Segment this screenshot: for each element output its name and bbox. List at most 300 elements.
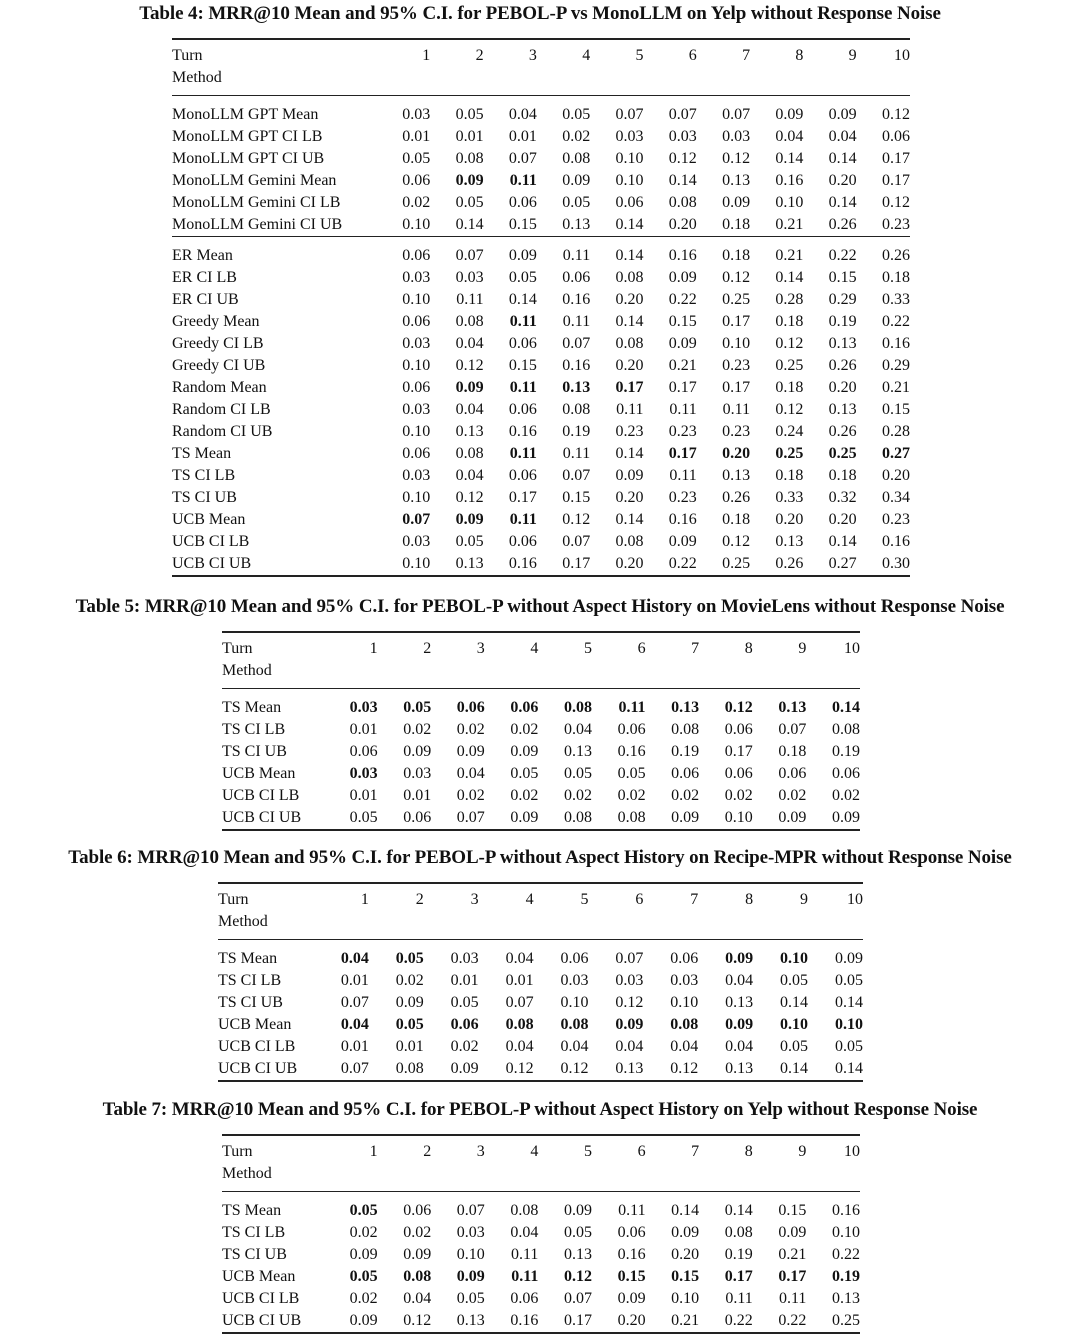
table-bottom-rule — [218, 1081, 863, 1082]
header-row-method — [218, 911, 863, 940]
table-7-caption: Table 7: MRR@10 Mean and 95% C.I. for PEBOL-P without Aspect History on Yelp without Response Noise — [102, 1099, 978, 1120]
header-row-method — [172, 67, 910, 96]
value-cell: 0.24 — [775, 423, 804, 440]
table-row — [172, 421, 910, 443]
value-cell: 0.15 — [778, 1202, 807, 1219]
value-cell: 0.15 — [508, 357, 537, 374]
value-cell: 0.11 — [778, 1290, 807, 1307]
value-cell: 0.09 — [403, 743, 432, 760]
value-cell: 0.12 — [505, 1060, 534, 1077]
turn-number-header: 10 — [806, 632, 860, 660]
value-cell: 0.23 — [882, 216, 910, 233]
value-cell: 0.01 — [402, 128, 431, 145]
method-cell: TS CI UB — [172, 489, 237, 506]
method-cell: MonoLLM Gemini CI UB — [172, 216, 343, 233]
value-cell: 0.20 — [615, 489, 644, 506]
table-4-caption: Table 4: MRR@10 Mean and 95% C.I. for PEBOL-P vs MonoLLM on Yelp without Response Noise — [139, 3, 941, 24]
value-cell: 0.10 — [832, 1224, 860, 1241]
value-cell: 0.03 — [450, 950, 479, 967]
value-cell: 0.16 — [617, 743, 646, 760]
table-row — [172, 465, 910, 487]
value-cell: 0.04 — [560, 1038, 589, 1055]
turn-number-header: 1 — [324, 632, 378, 660]
value-cell: 0.25 — [828, 445, 857, 462]
value-cell: 0.14 — [615, 247, 644, 264]
value-cell: 0.14 — [780, 1060, 809, 1077]
value-cell: 0.05 — [349, 1268, 378, 1285]
value-cell: 0.19 — [671, 743, 700, 760]
value-cell: 0.02 — [778, 787, 807, 804]
table-row — [172, 192, 910, 214]
value-cell: 0.14 — [832, 699, 860, 716]
value-cell: 0.10 — [402, 291, 431, 308]
value-cell: 0.10 — [780, 1016, 809, 1033]
value-cell: 0.04 — [725, 1038, 754, 1055]
value-cell: 0.05 — [455, 194, 484, 211]
value-cell: 0.08 — [455, 150, 484, 167]
value-cell: 0.14 — [615, 511, 644, 528]
value-cell: 0.16 — [775, 172, 804, 189]
turn-number-header: 7 — [697, 39, 750, 67]
value-cell: 0.03 — [455, 269, 484, 286]
value-cell: 0.06 — [778, 765, 807, 782]
turn-number-header: 2 — [378, 1135, 432, 1163]
value-cell: 0.10 — [402, 357, 431, 374]
method-cell: MonoLLM GPT CI LB — [172, 128, 323, 145]
turn-number-header: 9 — [753, 883, 808, 911]
value-cell: 0.05 — [835, 1038, 863, 1055]
table-row — [218, 948, 863, 970]
table-row — [222, 719, 860, 741]
table-5-caption: Table 5: MRR@10 Mean and 95% C.I. for PEBOL-P without Aspect History on MovieLens without Response Noise — [75, 596, 1005, 617]
value-cell: 0.17 — [615, 379, 644, 396]
method-cell: TS Mean — [222, 699, 282, 716]
value-cell: 0.19 — [832, 1268, 860, 1285]
turn-number-header: 2 — [369, 883, 424, 911]
value-cell: 0.12 — [722, 150, 751, 167]
turn-number-header: 7 — [643, 883, 698, 911]
value-cell: 0.17 — [722, 379, 751, 396]
value-cell: 0.08 — [403, 1268, 432, 1285]
value-cell: 0.06 — [671, 765, 700, 782]
value-cell: 0.07 — [455, 247, 484, 264]
value-cell: 0.15 — [671, 1268, 700, 1285]
table-row — [222, 1200, 860, 1222]
value-cell: 0.05 — [395, 950, 424, 967]
value-cell: 0.01 — [340, 1038, 369, 1055]
value-cell: 0.07 — [505, 994, 534, 1011]
value-cell: 0.15 — [508, 216, 537, 233]
value-cell: 0.09 — [450, 1060, 479, 1077]
value-cell: 0.07 — [340, 994, 369, 1011]
value-cell: 0.14 — [780, 994, 809, 1011]
value-cell: 0.17 — [724, 743, 753, 760]
value-cell: 0.20 — [615, 357, 644, 374]
table-row — [218, 992, 863, 1014]
value-cell: 0.26 — [828, 216, 857, 233]
value-cell: 0.06 — [508, 194, 537, 211]
turn-header: Turn — [222, 1135, 324, 1163]
value-cell: 0.13 — [671, 699, 700, 716]
value-cell: 0.02 — [349, 1290, 378, 1307]
value-cell: 0.13 — [455, 555, 484, 572]
value-cell: 0.14 — [671, 1202, 700, 1219]
value-cell: 0.05 — [563, 765, 592, 782]
value-cell: 0.06 — [402, 172, 431, 189]
turn-number-header: 4 — [485, 632, 539, 660]
value-cell: 0.12 — [882, 194, 910, 211]
value-cell: 0.25 — [722, 555, 751, 572]
value-cell: 0.17 — [778, 1268, 807, 1285]
value-cell: 0.06 — [450, 1016, 479, 1033]
value-cell: 0.13 — [725, 994, 754, 1011]
table-row — [218, 1058, 863, 1081]
value-cell: 0.16 — [668, 247, 697, 264]
value-cell: 0.07 — [615, 106, 644, 123]
value-cell: 0.06 — [510, 699, 539, 716]
value-cell: 0.09 — [668, 533, 697, 550]
value-cell: 0.08 — [668, 194, 697, 211]
method-cell: UCB CI UB — [222, 809, 302, 826]
value-cell: 0.06 — [617, 1224, 646, 1241]
value-cell: 0.05 — [450, 994, 479, 1011]
turn-number-header: 1 — [377, 39, 430, 67]
value-cell: 0.10 — [402, 216, 431, 233]
value-cell: 0.16 — [832, 1202, 860, 1219]
table-row — [222, 1310, 860, 1333]
value-cell: 0.11 — [618, 699, 646, 716]
table-row — [222, 785, 860, 807]
value-cell: 0.04 — [455, 467, 484, 484]
value-cell: 0.13 — [828, 335, 857, 352]
value-cell: 0.12 — [722, 533, 751, 550]
value-cell: 0.04 — [403, 1290, 432, 1307]
value-cell: 0.09 — [725, 950, 754, 967]
value-cell: 0.09 — [722, 194, 751, 211]
value-cell: 0.03 — [403, 765, 432, 782]
value-cell: 0.05 — [617, 765, 646, 782]
value-cell: 0.08 — [395, 1060, 424, 1077]
method-cell: Random Mean — [172, 379, 267, 396]
value-cell: 0.34 — [882, 489, 910, 506]
value-cell: 0.23 — [722, 423, 751, 440]
value-cell: 0.12 — [775, 401, 804, 418]
value-cell: 0.17 — [668, 445, 697, 462]
value-cell: 0.11 — [509, 379, 537, 396]
method-cell: MonoLLM Gemini Mean — [172, 172, 337, 189]
table-7 — [222, 1134, 860, 1334]
value-cell: 0.09 — [832, 809, 860, 826]
value-cell: 0.17 — [882, 150, 910, 167]
value-cell: 0.05 — [455, 533, 484, 550]
value-cell: 0.10 — [402, 423, 431, 440]
value-cell: 0.26 — [722, 489, 751, 506]
value-cell: 0.08 — [615, 533, 644, 550]
value-cell: 0.14 — [835, 1060, 863, 1077]
value-cell: 0.12 — [722, 269, 751, 286]
value-cell: 0.12 — [403, 1312, 432, 1329]
value-cell: 0.14 — [828, 533, 857, 550]
table-rule — [172, 237, 910, 246]
value-cell: 0.25 — [832, 1312, 860, 1329]
value-cell: 0.17 — [508, 489, 537, 506]
value-cell: 0.04 — [828, 128, 857, 145]
value-cell: 0.19 — [724, 1246, 753, 1263]
method-header: Method — [172, 69, 222, 86]
value-cell: 0.08 — [455, 445, 484, 462]
value-cell: 0.05 — [563, 1224, 592, 1241]
value-cell: 0.02 — [402, 194, 431, 211]
method-header: Method — [222, 1165, 272, 1182]
table-row — [172, 355, 910, 377]
value-cell: 0.21 — [778, 1246, 807, 1263]
value-cell: 0.08 — [670, 1016, 699, 1033]
turn-number-header: 4 — [479, 883, 534, 911]
table-5 — [222, 631, 860, 831]
table-row — [172, 311, 910, 333]
turn-number-header: 9 — [753, 632, 807, 660]
turn-number-header: 3 — [431, 1135, 485, 1163]
table-row — [172, 487, 910, 509]
value-cell: 0.04 — [456, 765, 485, 782]
table-row — [172, 289, 910, 311]
value-cell: 0.08 — [671, 721, 700, 738]
method-header: Method — [218, 913, 268, 930]
value-cell: 0.11 — [669, 467, 697, 484]
value-cell: 0.13 — [775, 533, 804, 550]
value-cell: 0.04 — [505, 1038, 534, 1055]
turn-number-header: 5 — [538, 632, 592, 660]
value-cell: 0.09 — [775, 106, 804, 123]
value-cell: 0.02 — [671, 787, 700, 804]
value-cell: 0.06 — [508, 467, 537, 484]
table-row — [172, 531, 910, 553]
value-cell: 0.23 — [668, 423, 697, 440]
method-cell: UCB Mean — [222, 1268, 296, 1285]
value-cell: 0.05 — [780, 972, 809, 989]
value-cell: 0.11 — [509, 511, 537, 528]
value-cell: 0.10 — [775, 194, 804, 211]
value-cell: 0.12 — [615, 994, 644, 1011]
value-cell: 0.05 — [508, 269, 537, 286]
value-cell: 0.04 — [455, 335, 484, 352]
value-cell: 0.26 — [775, 555, 804, 572]
value-cell: 0.07 — [340, 1060, 369, 1077]
value-cell: 0.14 — [508, 291, 537, 308]
table-rule — [172, 96, 910, 105]
value-cell: 0.08 — [562, 150, 591, 167]
value-cell: 0.06 — [403, 1202, 432, 1219]
value-cell: 0.05 — [349, 809, 378, 826]
value-cell: 0.08 — [505, 1016, 534, 1033]
method-cell: UCB CI UB — [218, 1060, 298, 1077]
value-cell: 0.09 — [455, 379, 484, 396]
value-cell: 0.22 — [668, 291, 697, 308]
value-cell: 0.06 — [508, 533, 537, 550]
value-cell: 0.29 — [828, 291, 857, 308]
value-cell: 0.06 — [615, 194, 644, 211]
value-cell: 0.04 — [670, 1038, 699, 1055]
value-cell: 0.19 — [562, 423, 591, 440]
method-cell: UCB CI LB — [222, 787, 300, 804]
table-rule — [222, 1192, 860, 1201]
value-cell: 0.10 — [835, 1016, 863, 1033]
value-cell: 0.13 — [563, 1246, 592, 1263]
value-cell: 0.16 — [562, 357, 591, 374]
value-cell: 0.10 — [615, 172, 644, 189]
value-cell: 0.09 — [828, 106, 857, 123]
value-cell: 0.13 — [722, 467, 751, 484]
header-row — [222, 632, 860, 660]
method-cell: TS CI LB — [172, 467, 236, 484]
value-cell: 0.05 — [456, 1290, 485, 1307]
value-cell: 0.26 — [828, 357, 857, 374]
value-cell: 0.13 — [563, 743, 592, 760]
value-cell: 0.08 — [455, 313, 484, 330]
turn-number-header: 1 — [314, 883, 369, 911]
value-cell: 0.22 — [882, 313, 910, 330]
value-cell: 0.09 — [671, 1224, 700, 1241]
value-cell: 0.14 — [615, 445, 644, 462]
value-cell: 0.06 — [670, 950, 699, 967]
value-cell: 0.20 — [828, 379, 857, 396]
turn-number-header: 5 — [534, 883, 589, 911]
value-cell: 0.09 — [615, 467, 644, 484]
value-cell: 0.07 — [615, 950, 644, 967]
value-cell: 0.08 — [724, 1224, 753, 1241]
value-cell: 0.10 — [456, 1246, 485, 1263]
value-cell: 0.14 — [724, 1202, 753, 1219]
value-cell: 0.22 — [778, 1312, 807, 1329]
turn-number-header: 8 — [699, 1135, 753, 1163]
value-cell: 0.11 — [562, 247, 591, 264]
method-cell: Greedy Mean — [172, 313, 260, 330]
header-row-method — [222, 1163, 860, 1192]
value-cell: 0.23 — [615, 423, 644, 440]
value-cell: 0.08 — [832, 721, 860, 738]
value-cell: 0.28 — [775, 291, 804, 308]
method-cell: UCB CI LB — [222, 1290, 300, 1307]
value-cell: 0.18 — [775, 467, 804, 484]
value-cell: 0.07 — [456, 1202, 485, 1219]
table-row — [222, 1288, 860, 1310]
value-cell: 0.02 — [456, 721, 485, 738]
value-cell: 0.20 — [615, 291, 644, 308]
value-cell: 0.08 — [562, 401, 591, 418]
value-cell: 0.08 — [617, 809, 646, 826]
turn-number-header: 6 — [643, 39, 696, 67]
value-cell: 0.21 — [775, 216, 804, 233]
value-cell: 0.10 — [671, 1290, 700, 1307]
method-cell: UCB CI UB — [222, 1312, 302, 1329]
value-cell: 0.03 — [402, 533, 431, 550]
turn-number-header: 10 — [857, 39, 910, 67]
value-cell: 0.05 — [349, 1202, 378, 1219]
value-cell: 0.20 — [722, 445, 751, 462]
method-cell: UCB CI LB — [172, 533, 250, 550]
value-cell: 0.11 — [509, 172, 537, 189]
value-cell: 0.08 — [563, 699, 592, 716]
table-6-caption: Table 6: MRR@10 Mean and 95% C.I. for PEBOL-P without Aspect History on Recipe-MPR without Response Noise — [68, 847, 1012, 868]
value-cell: 0.02 — [510, 787, 539, 804]
turn-number-header: 9 — [753, 1135, 807, 1163]
method-cell: TS CI UB — [222, 1246, 287, 1263]
method-cell: ER CI UB — [172, 291, 239, 308]
method-cell: MonoLLM GPT Mean — [172, 106, 319, 123]
value-cell: 0.01 — [349, 721, 378, 738]
value-cell: 0.09 — [778, 809, 807, 826]
value-cell: 0.11 — [509, 313, 537, 330]
method-cell: ER Mean — [172, 247, 233, 264]
value-cell: 0.14 — [775, 269, 804, 286]
table-4 — [172, 38, 910, 577]
value-cell: 0.06 — [508, 401, 537, 418]
table-row — [172, 104, 910, 126]
value-cell: 0.01 — [340, 972, 369, 989]
value-cell: 0.26 — [828, 423, 857, 440]
table-row — [218, 1036, 863, 1058]
turn-header: Turn — [172, 39, 377, 67]
value-cell: 0.32 — [828, 489, 857, 506]
value-cell: 0.16 — [882, 335, 910, 352]
value-cell: 0.06 — [508, 335, 537, 352]
value-cell: 0.01 — [455, 128, 484, 145]
value-cell: 0.17 — [668, 379, 697, 396]
value-cell: 0.09 — [617, 1290, 646, 1307]
value-cell: 0.02 — [832, 787, 860, 804]
value-cell: 0.07 — [402, 511, 431, 528]
value-cell: 0.02 — [510, 721, 539, 738]
table-rule — [222, 689, 860, 698]
turn-header: Turn — [222, 632, 324, 660]
value-cell: 0.04 — [508, 106, 537, 123]
value-cell: 0.11 — [509, 445, 537, 462]
value-cell: 0.09 — [725, 1016, 754, 1033]
value-cell: 0.01 — [508, 128, 537, 145]
method-cell: TS CI LB — [222, 721, 286, 738]
method-header: Method — [222, 662, 272, 679]
turn-number-header: 3 — [431, 632, 485, 660]
value-cell: 0.08 — [560, 1016, 589, 1033]
value-cell: 0.07 — [668, 106, 697, 123]
value-cell: 0.06 — [349, 743, 378, 760]
value-cell: 0.04 — [615, 1038, 644, 1055]
method-cell: UCB Mean — [172, 511, 246, 528]
value-cell: 0.09 — [671, 809, 700, 826]
value-cell: 0.17 — [562, 555, 591, 572]
value-cell: 0.10 — [402, 489, 431, 506]
value-cell: 0.02 — [563, 787, 592, 804]
header-row — [218, 883, 863, 911]
turn-number-header: 2 — [378, 632, 432, 660]
table-row — [172, 377, 910, 399]
method-cell: MonoLLM Gemini CI LB — [172, 194, 341, 211]
value-cell: 0.19 — [832, 743, 860, 760]
value-cell: 0.03 — [402, 401, 431, 418]
turn-number-header: 3 — [424, 883, 479, 911]
value-cell: 0.03 — [722, 128, 751, 145]
value-cell: 0.23 — [882, 511, 910, 528]
value-cell: 0.11 — [562, 445, 591, 462]
value-cell: 0.06 — [724, 765, 753, 782]
method-cell: TS CI LB — [222, 1224, 286, 1241]
value-cell: 0.18 — [778, 743, 807, 760]
value-cell: 0.09 — [615, 1016, 644, 1033]
table-bottom-rule — [222, 830, 860, 831]
value-cell: 0.10 — [670, 994, 699, 1011]
value-cell: 0.02 — [724, 787, 753, 804]
value-cell: 0.03 — [670, 972, 699, 989]
